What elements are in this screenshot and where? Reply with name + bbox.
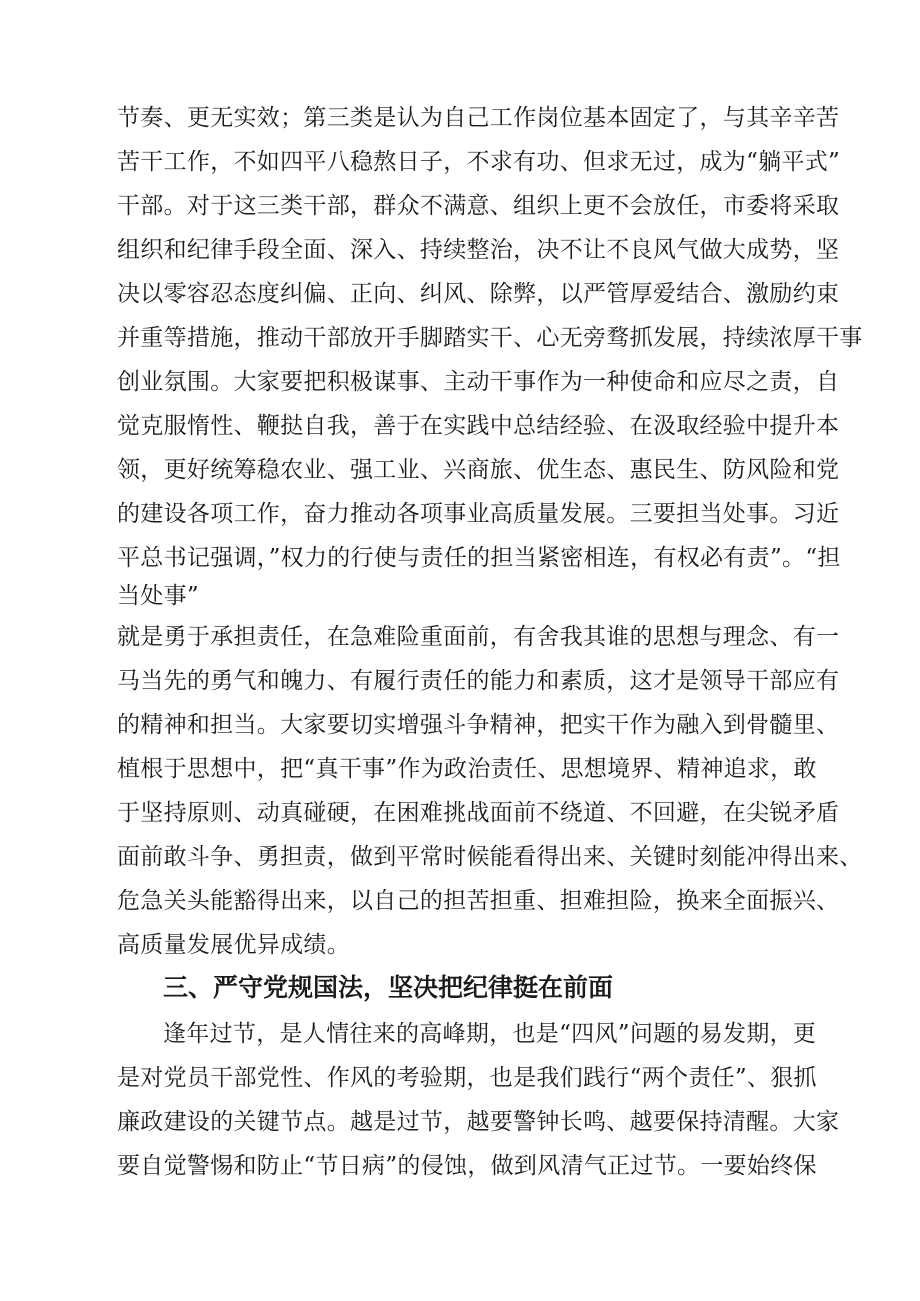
text-line: 就是勇于承担责任，在急难险重面前，有舍我其谁的思想与理念、有一 <box>117 624 840 650</box>
text-line: 要自觉警惕和防止“节日病”的侵蚀，做到风清气正过节。一要始终保 <box>117 1153 817 1179</box>
text-line: 干部。对于这三类干部，群众不满意、组织上更不会放任，市委将采取 <box>117 193 840 219</box>
text-line: 节奏、更无实效；第三类是认为自己工作岗位基本固定了，与其辛辛苦 <box>117 105 840 131</box>
section-heading: 三、严守党规国法，坚决把纪律挺在前面 <box>163 973 614 1002</box>
text-line: 于坚持原则、动真碰硬，在困难挑战面前不绕道、不回避，在尖锐矛盾 <box>117 800 840 826</box>
text-line: 觉克服惰性、鞭挞自我，善于在实践中总结经验、在汲取经验中提升本 <box>117 413 840 439</box>
text-line: 苦干工作，不如四平八稳熬日子，不求有功、但求无过，成为“躺平式” <box>117 149 841 175</box>
text-line: 组织和纪律手段全面、深入、持续整治，决不让不良风气做大成势，坚 <box>117 237 840 263</box>
text-line: 马当先的勇气和魄力、有履行责任的能力和素质，这才是领导干部应有 <box>117 668 840 694</box>
text-line: 廉政建设的关键节点。越是过节，越要警钟长鸣、越要保持清醒。大家 <box>117 1109 840 1135</box>
text-line: 创业氛围。大家要把积极谋事、主动干事作为一种使命和应尽之责，自 <box>117 369 840 395</box>
text-line: 面前敢斗争、勇担责，做到平常时候能看得出来、关键时刻能冲得出来、 <box>117 844 863 870</box>
text-line: 并重等措施，推动干部放开手脚踏实干、心无旁骛抓发展，持续浓厚干事 <box>117 325 863 351</box>
text-line: 逢年过节，是人情往来的高峰期，也是“四风”问题的易发期，更 <box>163 1021 817 1047</box>
text-line: 决以零容忍态度纠偏、正向、纠风、除弊，以严管厚爱结合、激励约束 <box>117 281 840 307</box>
text-line: 是对党员干部党性、作风的考验期，也是我们践行“两个责任”、狠抓 <box>117 1065 817 1091</box>
text-line: 植根于思想中，把“真干事”作为政治责任、思想境界、精神追求，敢 <box>117 756 817 782</box>
text-line: 高质量发展优异成绩。 <box>117 932 350 958</box>
text-line: 领，更好统筹稳农业、强工业、兴商旅、优生态、惠民生、防风险和党 <box>117 457 840 483</box>
text-line: 平总书记强调，”权力的行使与责任的担当紧密相连，有权必有责”。“担 <box>117 545 841 571</box>
text-line: 危急关头能豁得出来，以自己的担苦担重、担难担险，换来全面振兴、 <box>117 888 840 914</box>
text-line: 当处事” <box>117 583 199 609</box>
text-line: 的建设各项工作，奋力推动各项事业高质量发展。三要担当处事。习近 <box>117 501 840 527</box>
text-line: 的精神和担当。大家要切实增强斗争精神，把实干作为融入到骨髓里、 <box>117 712 840 738</box>
